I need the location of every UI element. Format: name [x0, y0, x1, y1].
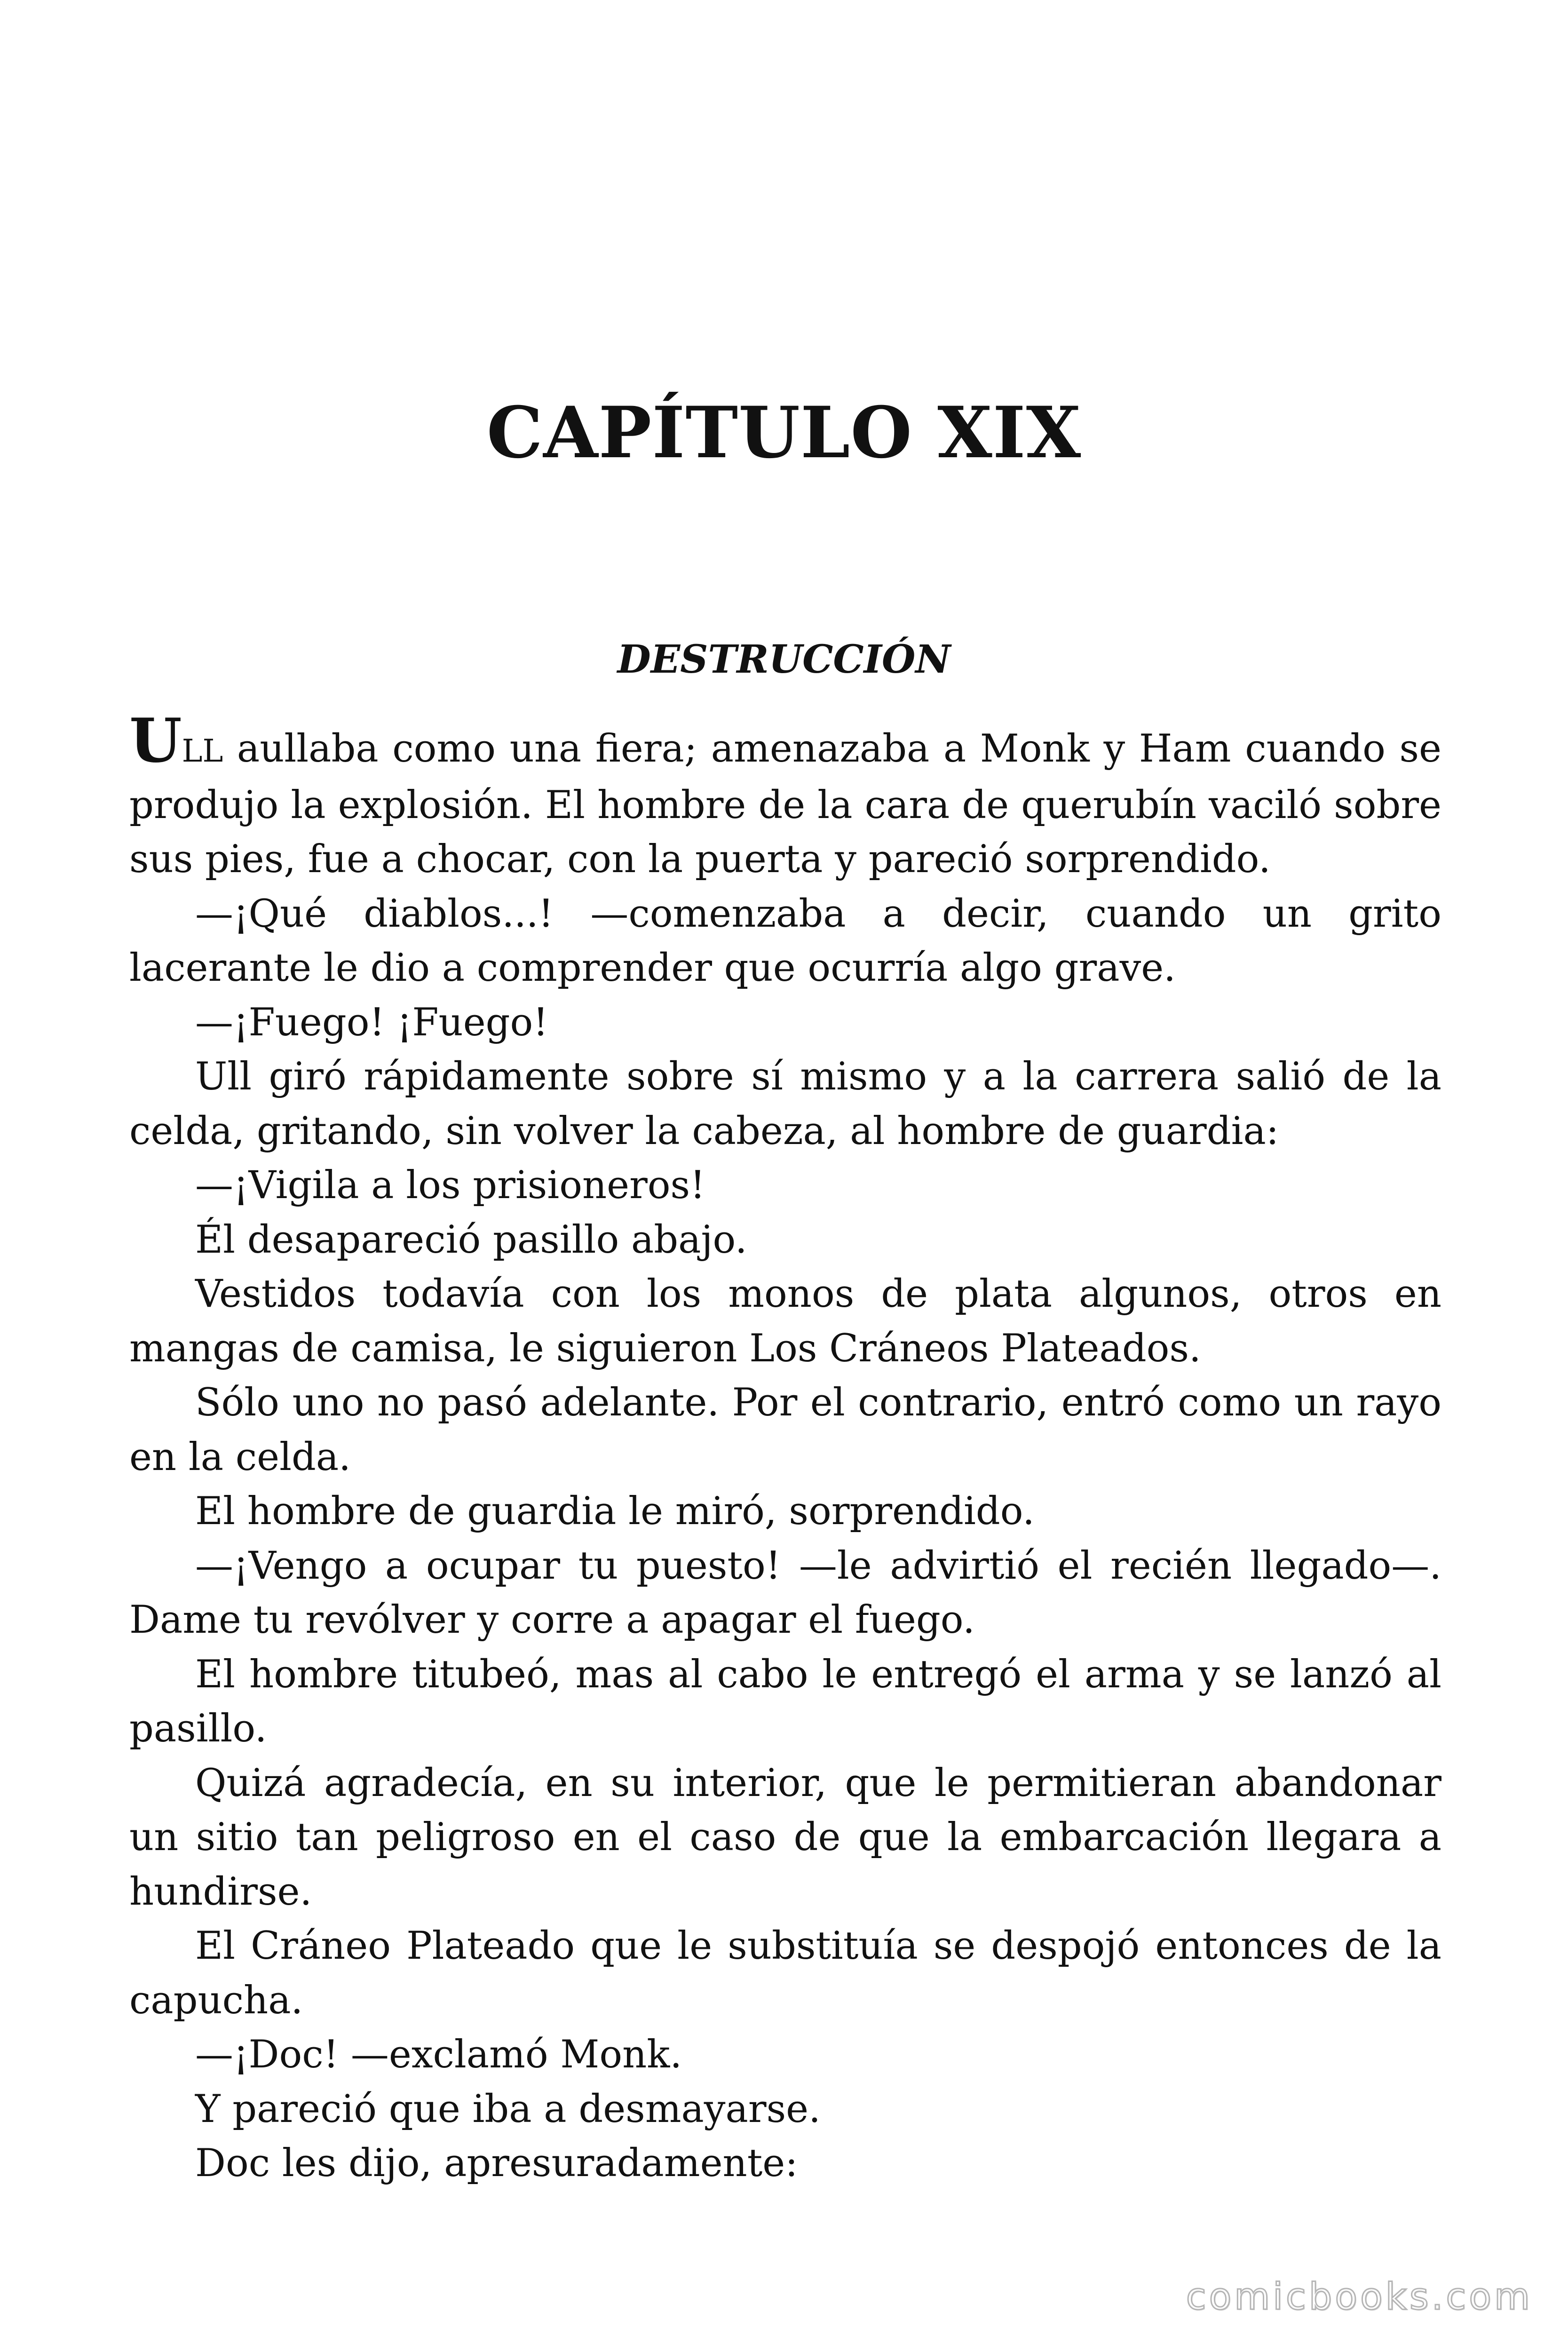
chapter-title: CAPÍTULO XIX — [486, 391, 1082, 474]
opening-paragraph — [129, 706, 1441, 887]
paragraph: Él desapareció pasillo abajo. — [195, 1217, 747, 1262]
paragraph: —¡Qué diablos...! —comenzaba a decir, cuando un grito lacerante le dio a comprender que ocurría algo grave. — [129, 891, 1441, 990]
paragraph: —¡Vengo a ocupar tu puesto! —le advirtió el recién llegado—. Dame tu revólver y corre a apagar el fuego. — [129, 1543, 1441, 1642]
paragraph: —¡Vigila a los prisioneros! — [195, 1163, 705, 1208]
paragraph: Quizá agradecía, en su interior, que le permitieran abandonar un sitio tan peligroso en el caso de que la embarcación llegara a hundirse. — [129, 1761, 1441, 1914]
paragraph: Doc les dijo, apresuradamente: — [195, 2141, 798, 2185]
drop-cap: U — [129, 706, 182, 776]
small-caps-lead: LL — [182, 733, 223, 769]
paragraph: Ull giró rápidamente sobre sí mismo y a la carrera salió de la celda, gritando, sin volver la cabeza, al hombre de guardia: — [129, 1055, 1441, 1153]
paragraph: Y pareció que iba a desmayarse. — [195, 2087, 821, 2131]
paragraph: —¡Fuego! ¡Fuego! — [195, 1000, 548, 1045]
paragraph: El Cráneo Plateado que le substituía se despojó entonces de la capucha. — [129, 1924, 1441, 2023]
paragraph: El hombre titubeó, mas al cabo le entregó el arma y se lanzó al pasillo. — [129, 1652, 1441, 1751]
chapter-body — [129, 706, 1441, 2191]
paragraph: Sólo uno no pasó adelante. Por el contrario, entró como un rayo en la celda. — [129, 1381, 1441, 1479]
paragraph: El hombre de guardia le miró, sorprendido. — [195, 1489, 1035, 1534]
opening-paragraph-text: aullaba como una fiera; amenazaba a Monk y Ham cuando se produjo la explosión. El hombre de la cara de querubín vaciló sobre sus pies, fue a chocar, con la puerta y pareció sorprendido. — [129, 727, 1441, 882]
paragraph: Vestidos todavía con los monos de plata algunos, otros en mangas de camisa, le siguieron Los Cráneos Plateados. — [129, 1272, 1441, 1371]
chapter-subtitle: DESTRUCCIÓN — [617, 637, 951, 682]
watermark: comicbooks.com — [1186, 2276, 1533, 2318]
paragraph: —¡Doc! —exclamó Monk. — [195, 2033, 682, 2077]
